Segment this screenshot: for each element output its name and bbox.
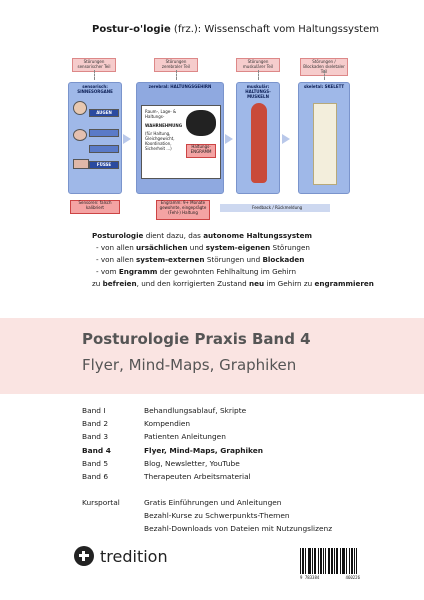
skeleton-figure-icon [313, 103, 337, 185]
sensoren-box: Sensoren: falsch kalibriert [70, 200, 120, 214]
list-item-current: Band 4 Flyer, Mind-Maps, Graphiken [82, 445, 264, 455]
eye-icon [73, 101, 87, 115]
list-item: Band I Behandlungsablauf, Skripte [82, 406, 247, 415]
foot-icon [73, 159, 89, 169]
fuesse-label: FÜSSE [89, 161, 119, 169]
brain-icon [186, 110, 216, 136]
barcode-bar [356, 548, 357, 574]
tag-sensorisch: Störungen sensorischer Teil [72, 58, 116, 72]
engramm-box: Haltungs-ENGRAMM [186, 144, 216, 158]
wahrnehmung-title: WAHRNEHMUNG [145, 123, 183, 129]
column-sinnesorgane: sensorisch: SINNESORGANE AUGEN FÜSSE [68, 82, 122, 194]
wahrnehmung-list: (für Haltung, Gleichgewicht, Koordination, Sicherheit ...) [145, 130, 175, 152]
arrow-right-icon [282, 134, 290, 144]
tredition-logo-icon [74, 546, 94, 566]
engramm-note: Engramm: 9+ Monate gewohnte, eingeprägte (Fehl-) Haltung [156, 200, 210, 220]
book-subtitle: Flyer, Mind-Maps, Graphiken [82, 356, 297, 374]
list-item: Band 5 Blog, Newsletter, YouTube [82, 458, 240, 468]
column-muskeln: muskulär: HALTUNGS-MUSKELN [236, 82, 280, 194]
isbn-barcode: 9 783384 460226 [300, 548, 360, 584]
list-item: Band 2 Kompendien [82, 419, 191, 429]
headline-rest: (frz.): Wissenschaft vom Haltungssystem [170, 24, 379, 35]
muscle-figure-icon [251, 103, 267, 183]
kursportal: Kursportal Gratis Einführungen und Anleitungen Bezahl-Kurse zu Schwerpunkts-Themen Bezahl-Downloads von Dateien mit Nutzungslizenz [82, 498, 333, 534]
tag-skeletal: Störungen / Blockaden skeletaler Teil [300, 58, 348, 76]
arrow-right-icon [225, 134, 233, 144]
augen-label: AUGEN [89, 109, 119, 117]
tag-zerebral: Störungen zerebraler Teil [154, 58, 198, 72]
haltungssystem-diagram [60, 44, 360, 230]
publisher-logo: tredition [74, 546, 168, 566]
list-item: Band 6 Therapeuten Arbeitsmaterial [82, 472, 251, 482]
headline [92, 24, 379, 35]
description: Posturologie dient dazu, das autonome Haltungssystem - von allen ursächlichen und system-eigenen Störungen - von allen system-externen Störungen und Blockaden - vom Engramm der gewohnten Fehlhaltung im Gehirn zu befreien, und den korrigierten Zustand neu im Gehirn zu engrammieren [92, 231, 374, 288]
list-item: Band 3 Patienten Anleitungen [82, 432, 226, 442]
column-skelett: skeletal: SKELETT [298, 82, 350, 194]
feedback-arrow: Feedback / Rückmeldung [220, 204, 330, 212]
ear-icon [73, 129, 87, 141]
column-haltungsgehirn: zerebral: HALTUNGSGEHIRN Raum-, Lage- & Haltungs- WAHRNEHMUNG (für Haltung, Gleichgewicht, Koordination, Sicherheit ...) Haltungs-ENGRAMM [136, 82, 224, 194]
headline-term: Postur-o'logie [92, 24, 171, 35]
band-list [82, 404, 263, 483]
barcode-bars [300, 548, 360, 574]
tag-muskulaer: Störungen muskulärer Teil [236, 58, 280, 72]
arrow-right-icon [123, 134, 131, 144]
book-title: Posturologie Praxis Band 4 [82, 330, 311, 348]
wahrnehmung-top: Raum-, Lage- & Haltungs- [145, 109, 177, 120]
